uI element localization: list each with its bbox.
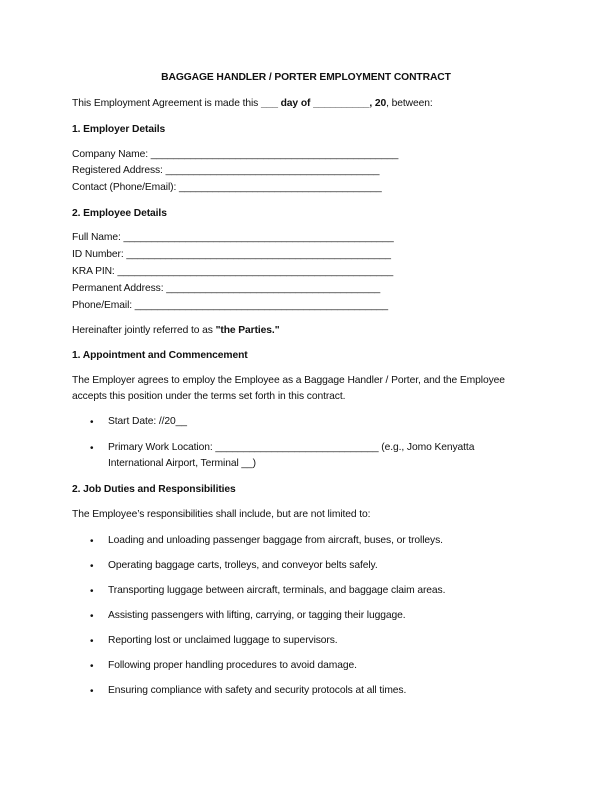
company-name-field: Company Name: ____________________________________________ [72, 149, 399, 160]
id-number-field: ID Number: _______________________________________________ [72, 249, 391, 260]
bullet-icon: • [90, 443, 94, 454]
bullet-icon: • [90, 686, 94, 697]
bullet-icon: • [90, 417, 94, 428]
bullet-icon: • [90, 636, 94, 647]
bullet-icon: • [90, 661, 94, 672]
duty-item: Operating baggage carts, trolleys, and conveyor belts safely. [108, 560, 378, 571]
bullet-icon: • [90, 586, 94, 597]
full-name-field: Full Name: ________________________________________________ [72, 232, 394, 243]
duties-heading: 2. Job Duties and Responsibilities [72, 484, 236, 495]
parties-line [72, 324, 279, 337]
employer-details-heading: 1. Employer Details [72, 124, 166, 135]
duty-item: Assisting passengers with lifting, carrying, or tagging their luggage. [108, 610, 406, 621]
duty-item: Transporting luggage between aircraft, terminals, and baggage claim areas. [108, 585, 446, 596]
appointment-paragraph-line-1: The Employer agrees to employ the Employee as a Baggage Handler / Porter, and the Employee [72, 375, 505, 386]
parties-prefix: Hereinafter jointly referred to as [72, 325, 216, 336]
parties-term: "the Parties." [215, 325, 280, 336]
bullet-icon: • [90, 561, 94, 572]
work-location-item-line-2: International Airport, Terminal __) [108, 458, 256, 469]
intro-line [72, 97, 433, 110]
appointment-paragraph-line-2: accepts this position under the terms set forth in this contract. [72, 391, 346, 402]
bullet-icon: • [90, 536, 94, 547]
employee-details-heading: 2. Employee Details [72, 208, 167, 219]
kra-pin-field: KRA PIN: _________________________________________________ [72, 266, 394, 277]
intro-date-blank: ___ day of __________, 20 [260, 98, 387, 109]
registered-address-field: Registered Address: ______________________________________ [72, 165, 380, 176]
contact-field: Contact (Phone/Email): ____________________________________ [72, 182, 382, 193]
duty-item: Following proper handling procedures to avoid damage. [108, 660, 357, 671]
duty-item: Loading and unloading passenger baggage from aircraft, buses, or trolleys. [108, 535, 443, 546]
intro-prefix: This Employment Agreement is made this [72, 98, 261, 109]
duty-item: Reporting lost or unclaimed luggage to supervisors. [108, 635, 338, 646]
duties-intro: The Employee’s responsibilities shall include, but are not limited to: [72, 509, 371, 520]
work-location-item-line-1: Primary Work Location: _____________________________ (e.g., Jomo Kenyatta [108, 442, 475, 453]
permanent-address-field: Permanent Address: ______________________________________ [72, 283, 381, 294]
document-title: BAGGAGE HANDLER / PORTER EMPLOYMENT CONTRACT [161, 72, 451, 83]
intro-suffix: , between: [386, 98, 433, 109]
phone-email-field: Phone/Email: _____________________________________________ [72, 300, 389, 311]
appointment-heading: 1. Appointment and Commencement [72, 350, 248, 361]
duty-item: Ensuring compliance with safety and security protocols at all times. [108, 685, 407, 696]
bullet-icon: • [90, 611, 94, 622]
start-date-item: Start Date: //20__ [108, 416, 187, 427]
